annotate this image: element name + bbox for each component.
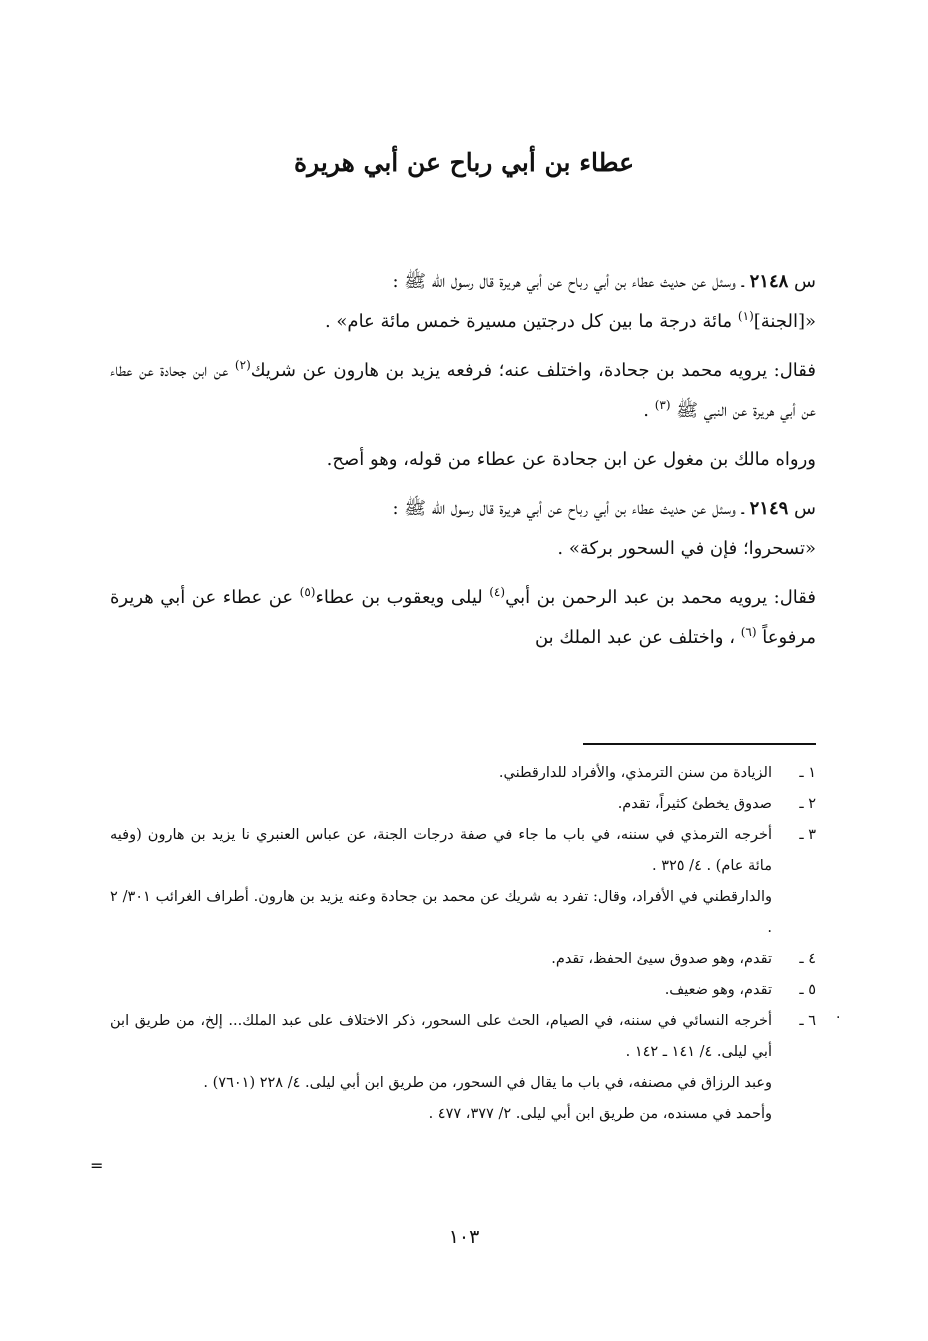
question-2148 [110,262,816,342]
answer-text: ليلى ويعقوب بن عطاء [315,587,490,608]
footnote-ref: (٥) [299,585,316,599]
footnote [110,975,816,1006]
footnote-divider [583,743,816,745]
answer-2148 [110,351,816,431]
main-text [110,262,816,667]
footnote-text: تقدم، وهو ضعيف. [664,982,772,998]
question-prefix: س [788,498,816,519]
footnote-number: ٥ ـ [799,982,816,998]
footnote-ref: (٢) [234,358,251,372]
question-text: ـ وسئل عن حديث عطاء بن أبي رباح عن أبي هريرة قال رسول الله ﷺ : [392,498,750,519]
answer-2149 [110,578,816,658]
footnote-text: تقدم، وهو صدوق سيئ الحفظ، تقدم. [551,951,772,967]
answer-text: ، واختلف عن عبد الملك بن [534,627,741,648]
footnote-continuation: وعبد الرزاق في مصنفه، في باب ما يقال في السحور، من طريق ابن أبي ليلى. ٤/ ٢٢٨ (٧٦٠١) . [203,1075,772,1091]
footnote-number: ٢ ـ [799,796,816,812]
question-text: ـ وسئل عن حديث عطاء بن أبي رباح عن أبي هريرة قال رسول الله ﷺ : [392,271,750,292]
footnote-text: الزيادة من سنن الترمذي، والأفراد للدارقطني. [498,765,772,781]
answer-text: عن عطاء عن أبي هريرة مرفوعاً [110,587,816,648]
page-number: ١٠٣ [448,1226,480,1248]
answer-text: عن ابن جحادة عن عطاء عن أبي هريرة عن النبي ﷺ [110,360,816,421]
footnote-ref: (٦) [740,625,757,639]
footnote-text: أخرجه الترمذي في سننه، في باب ما جاء في صفة درجات الجنة، عن عباس العنبري نا يزيد بن هارون (وفيه مائة عام) . ٤/ ٣٢٥ . [110,827,772,874]
answer-text: . [643,400,655,421]
footnote [110,1006,816,1068]
margin-dot: · [836,1010,841,1026]
footnote-continuation: والدارقطني في الأفراد، وقال: تفرد به شريك عن محمد بن جحادة وعنه يزيد بن هارون. أطراف الغرائب ٣٠١/ ٢ . [110,889,772,936]
footnote-ref: (٣) [654,398,671,412]
footnote-text: أخرجه النسائي في سننه، في الصيام، الحث على السحور، ذكر الاختلاف على عبد الملك... إلخ، من طريق ابن أبي ليلى. ٤/ ١٤١ ـ ١٤٢ . [110,1013,772,1060]
footnote [110,789,816,820]
answer-2148-note: ورواه مالك بن مغول عن ابن جحادة عن عطاء من قوله، وهو أصح. [326,449,816,470]
answer-text: فقال: يرويه محمد بن جحادة، واختلف عنه؛ فرفعه يزيد بن هارون عن شريك [250,360,816,381]
footnotes [110,758,816,1130]
footnote-continuation: وأحمد في مسنده، من طريق ابن أبي ليلى. ٢/ ٣٧٧، ٤٧٧ . [428,1106,772,1122]
chapter-title: عطاء بن أبي رباح عن أبي هريرة [293,148,635,177]
question-2149 [110,489,816,569]
footnote [110,758,816,789]
hadith-text: «[الجنة] [753,311,816,332]
question-prefix: س [788,271,816,292]
footnote [110,944,816,975]
footnote-ref: (١) [737,309,754,323]
hadith-text: «تسحروا؛ فإن في السحور بركة» . [557,538,816,559]
question-number: ٢١٤٩ [749,498,789,519]
hadith-text: مائة درجة ما بين كل درجتين مسيرة خمس مائة عام» . [324,311,738,332]
footnote-number: ٦ ـ [799,1013,816,1029]
footnote-number: ٤ ـ [799,951,816,967]
question-number: ٢١٤٨ [749,271,789,292]
footnote-ref: (٤) [489,585,506,599]
footnote-text: صدوق يخطئ كثيراً، تقدم. [617,796,772,812]
footnote [110,820,816,882]
footnote-number: ٣ ـ [799,827,816,843]
continuation-mark: = [90,1156,104,1175]
footnote-number: ١ ـ [799,765,816,781]
answer-text: فقال: يرويه محمد بن عبد الرحمن بن أبي [505,587,816,608]
